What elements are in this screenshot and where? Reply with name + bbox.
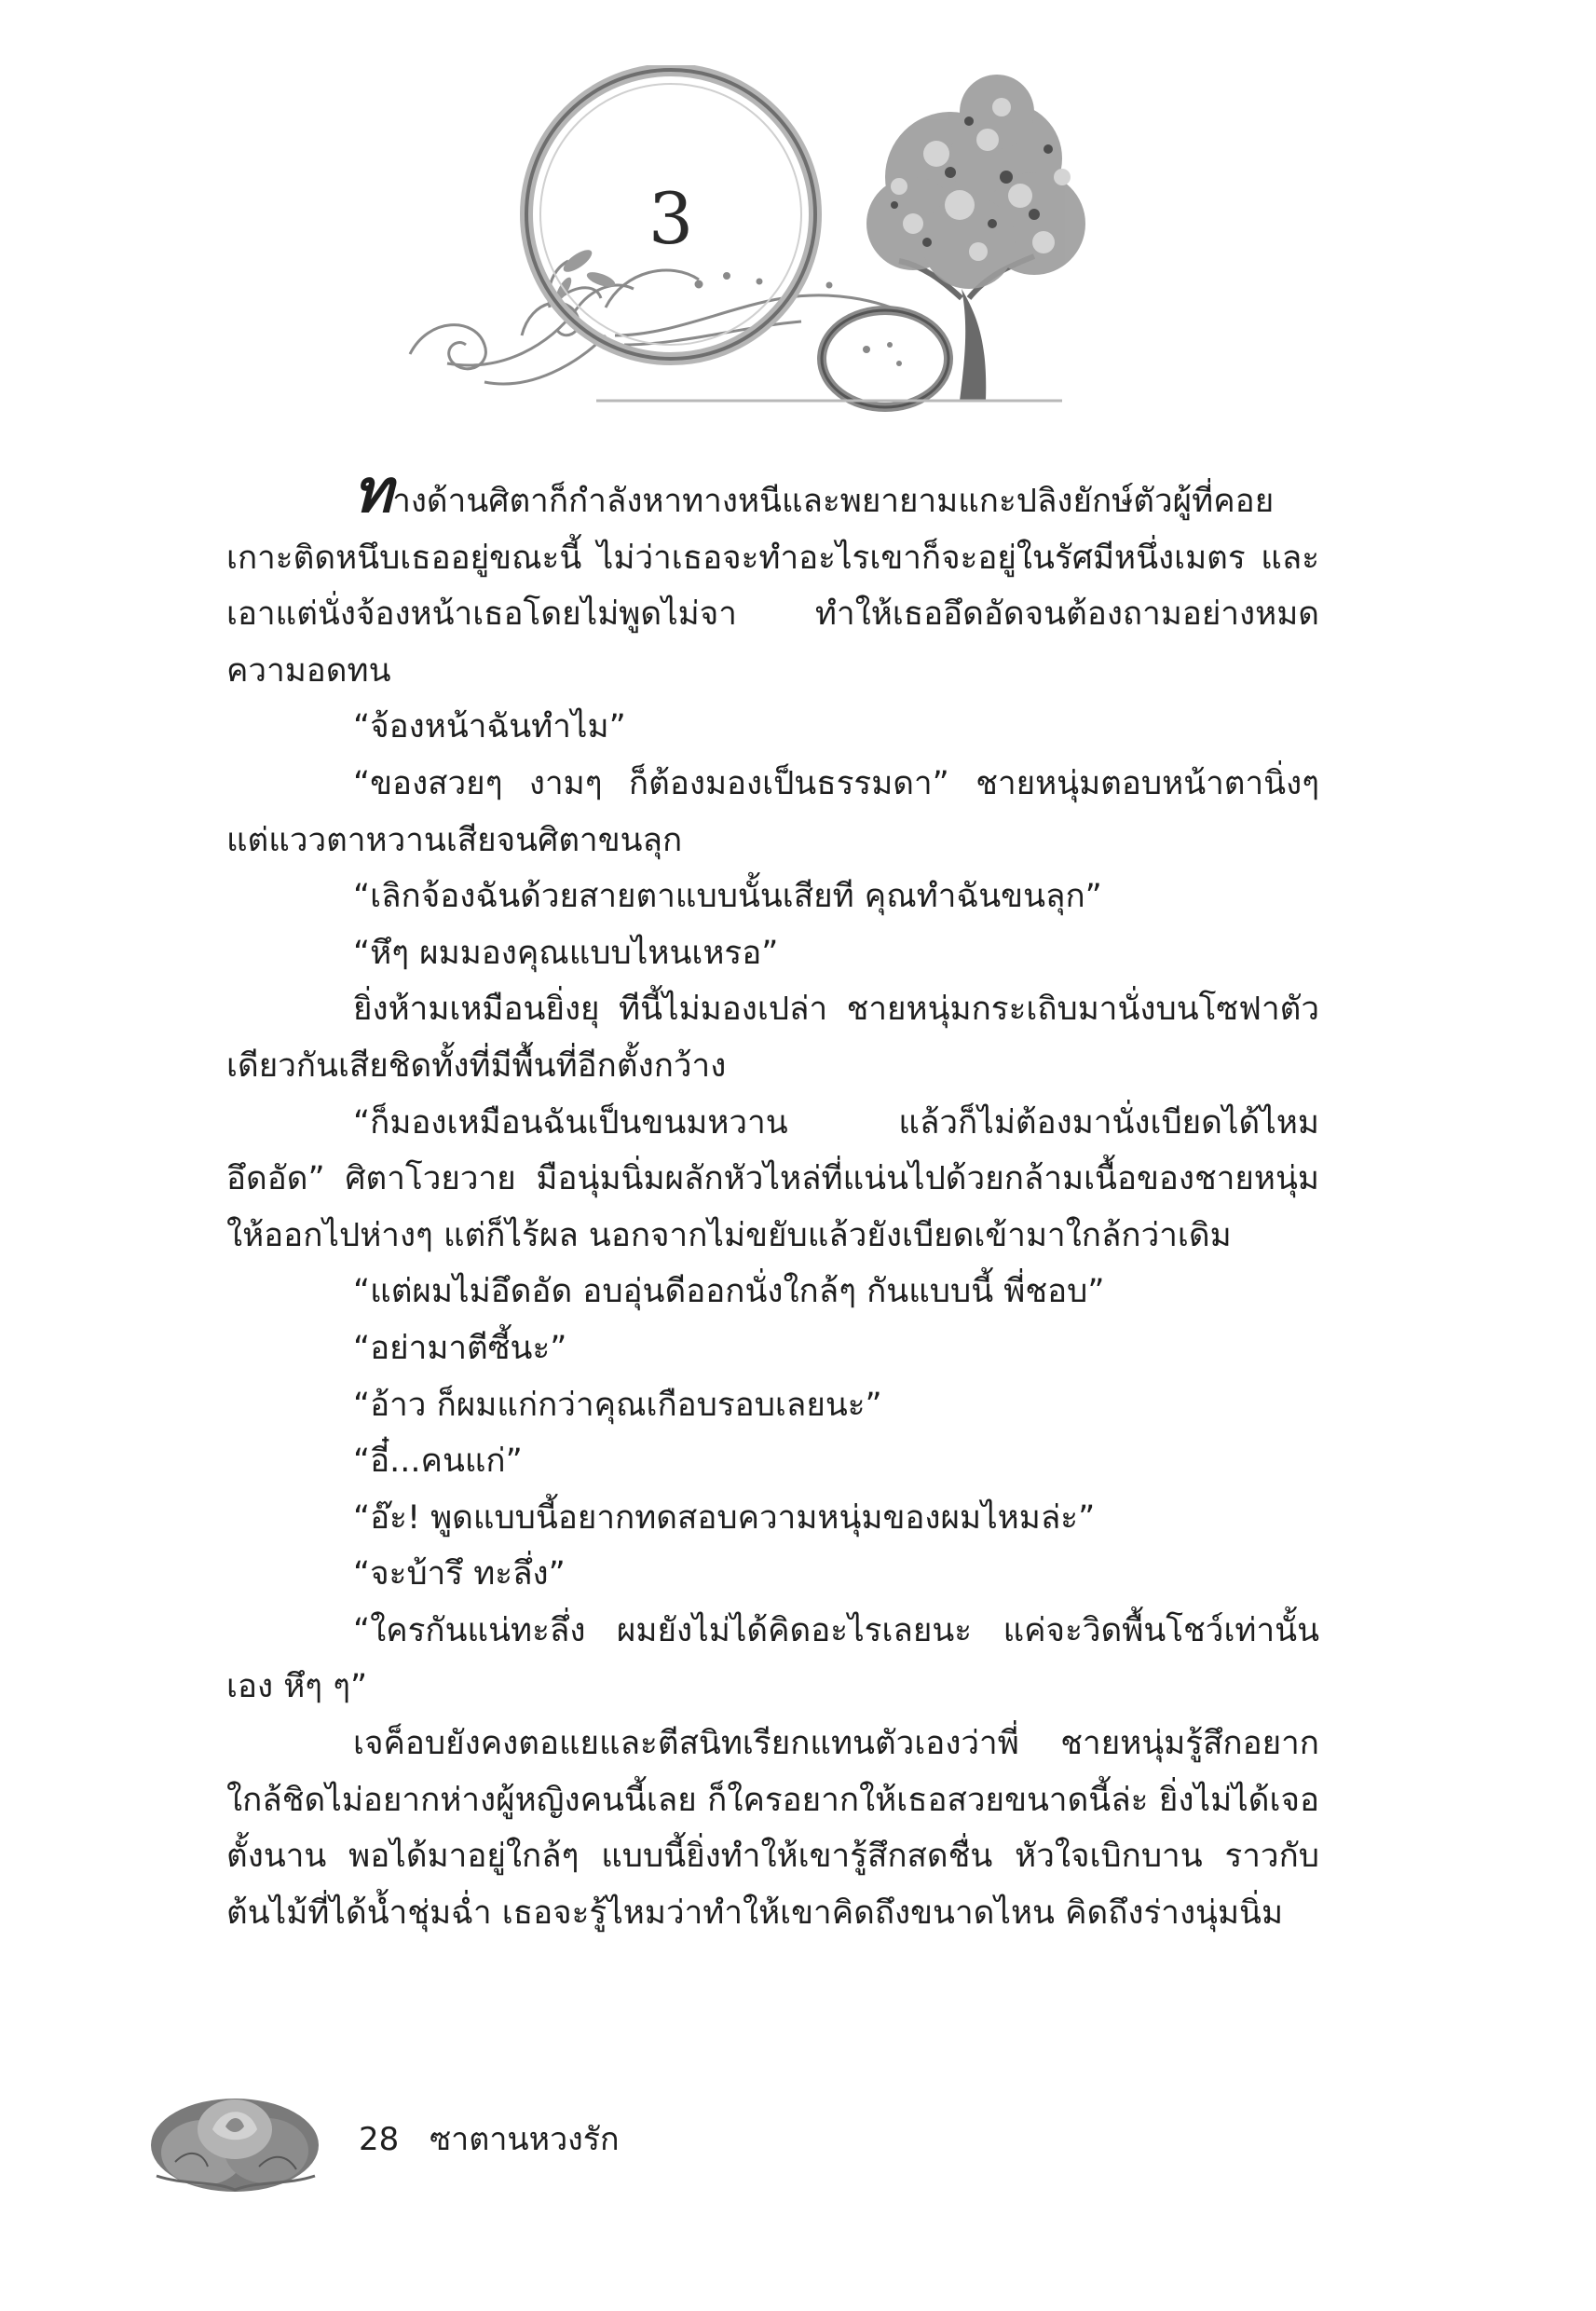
paragraph: “หึๆ ผมมองคุณแบบไหนเหรอ” — [353, 934, 779, 972]
paragraph: “อย่ามาตีซี้นะ” — [353, 1329, 567, 1367]
paragraph: “เลิกจ้องฉันด้วยสายตาแบบนั้นเสียที คุณทำฉันขนลุก” — [353, 878, 1102, 916]
page-number: 28 — [359, 2121, 400, 2158]
paragraph: “ก็มองเหมือนฉันเป็นขนมหวาน แล้วก็ไม่ต้องมานั่งเบียดได้ไหม อึดอัด” ศิตาโวยวาย มือนุ่มนิ่มผลักหัวไหล่ที่แน่นไปด้วยกล้ามเนื้อของชายหนุ่ม ให้ออกไปห่างๆ แต่ก็ไร้ผล นอกจากไม่ขยับแล้วยังเบียดเข้ามาใกล้กว่าเดิม — [226, 1103, 1319, 1254]
paragraph: “ใครกันแน่ทะลึ่ง ผมยังไม่ได้คิดอะไรเลยนะ แค่จะวิดพื้นโชว์เท่านั้นเอง หึๆ ๆ” — [226, 1611, 1319, 1706]
first-paragraph — [226, 457, 1319, 699]
paragraph: “จ้องหน้าฉันทำไม” — [353, 708, 626, 746]
tree-icon — [866, 75, 1085, 401]
paragraph: เจค็อบยังคงตอแยและตีสนิทเรียกแทนตัวเองว่าพี่ ชายหนุ่มรู้สึกอยากใกล้ชิดไม่อยากห่างผู้หญิงคนนี้เลย ก็ใครอยากให้เธอสวยขนาดนี้ล่ะ ยิ่งไม่ได้เจอตั้งนาน พอได้มาอยู่ใกล้ๆ แบบนี้ยิ่งทำให้เขารู้สึกสดชื่น หัวใจเบิกบาน ราวกับต้นไม้ที่ได้น้ำชุ่มฉ่ำ เธอจะรู้ไหมว่าทำให้เขาคิดถึงขนาดไหน คิดถึงร่างนุ่มนิ่ม — [226, 1725, 1319, 1932]
first-paragraph-text: างด้านศิตาก็กำลังหาทางหนีและพยายามแกะปลิงยักษ์ตัวผู้ที่คอยเกาะติดหนึบเธออยู่ขณะนี้ ไม่ว่าเธอจะทำอะไรเขาก็จะอยู่ในรัศมีหนึ่งเมตร และเอาแต่นั่งจ้องหน้าเธอโดยไม่พูดไม่จา ทำให้เธออึดอัดจนต้องถามอย่างหมดความอดทน — [226, 483, 1319, 690]
page-footer — [359, 2113, 620, 2164]
rose-icon — [147, 2087, 322, 2199]
chapter-number: 3 — [648, 177, 694, 260]
drop-cap: ท — [353, 457, 393, 526]
body-text — [226, 457, 1319, 1941]
paragraph: “อ้าว ก็ผมแก่กว่าคุณเกือบรอบเลยนะ” — [353, 1386, 882, 1424]
paragraph: “อ๊ะ! พูดแบบนี้อยากทดสอบความหนุ่มของผมไหมล่ะ” — [353, 1498, 1096, 1537]
leaf-sprig-decoration — [553, 246, 617, 303]
chapter-header-ornament — [391, 65, 1099, 419]
paragraph: “ของสวยๆ งามๆ ก็ต้องมองเป็นธรรมดา” ชายหนุ่มตอบหน้าตานิ่งๆ แต่แววตาหวานเสียจนศิตาขนลุก — [226, 764, 1319, 859]
paragraph: “จะบ้ารึ ทะลึ่ง” — [353, 1555, 566, 1593]
small-ring-icon — [822, 310, 948, 407]
book-title: ซาตานหวงรัก — [430, 2121, 620, 2158]
paragraph: ยิ่งห้ามเหมือนยิ่งยุ ทีนี้ไม่มองเปล่า ชายหนุ่มกระเถิบมานั่งบนโซฟาตัวเดียวกันเสียชิดทั้งที่มีพื้นที่อีกตั้งกว้าง — [226, 991, 1319, 1085]
paragraph: “แต่ผมไม่อึดอัด อบอุ่นดีออกนั่งใกล้ๆ กันแบบนี้ พี่ชอบ” — [353, 1273, 1105, 1311]
paragraph: “อี๋...คนแก่” — [353, 1443, 523, 1481]
